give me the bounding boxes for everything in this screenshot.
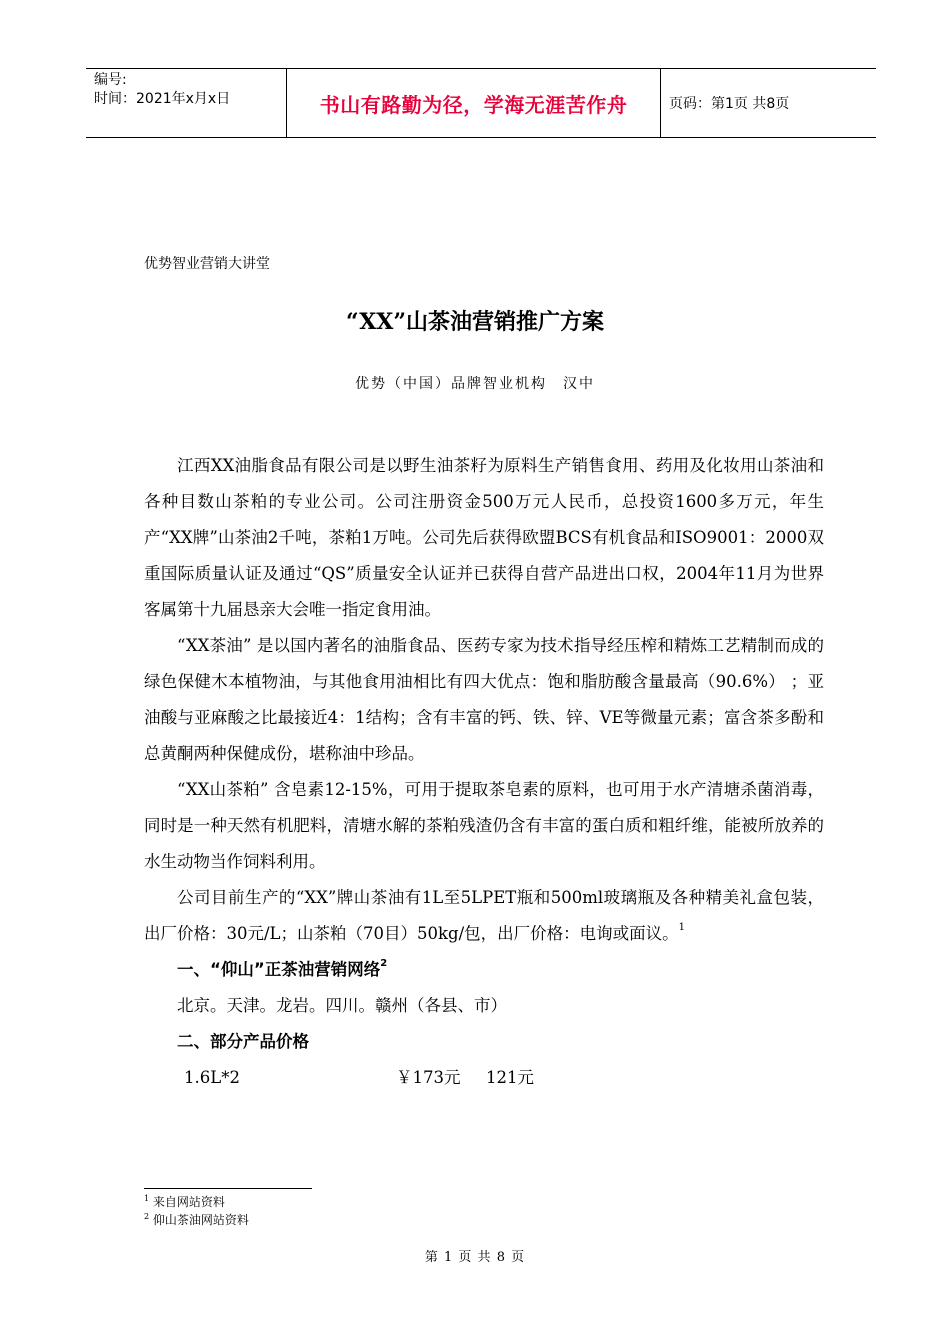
document-title: “XX”山茶油营销推广方案 xyxy=(345,309,605,335)
section-heading-network: 一、“仰山”正茶油营销网络$^2$ xyxy=(177,958,388,979)
motto: 书山有路勤为径，学海无涯苦作舟 xyxy=(287,69,661,137)
document-author: 优势（中国）品牌智业机构 汉中 xyxy=(355,376,595,392)
price-row xyxy=(144,1060,824,1096)
section-heading-prices: 二、部分产品价格 xyxy=(177,1032,309,1051)
footnote-ref-2: 2 xyxy=(380,958,388,969)
footnote-ref-1: 1 xyxy=(678,922,685,933)
header-table xyxy=(86,68,876,138)
price-item: 1.6L*2 xyxy=(184,1068,240,1087)
page-footer-number: 第 1 页 共 8 页 xyxy=(424,1250,526,1265)
paragraph-products: 公司目前生产的“XX”牌山茶油有1L至5LPET瓶和500ml玻璃瓶及各种精美礼盒包装，出厂价格：30元/L；山茶粕（70目）50kg/包，出厂价格：电询或面议。$^1$ xyxy=(144,888,824,943)
paragraph-tea-meal: “XX山茶粕” 含皂素12-15%，可用于提取茶皂素的原料，也可用于水产清塘杀菌消毒，同时是一种天然有机肥料，清塘水解的茶粕残渣仍含有丰富的蛋白质和粗纤维，能被所放养的水生动物当作饲料利用。 xyxy=(144,780,824,871)
document-body xyxy=(144,448,824,1096)
price-value-1: ￥173元 xyxy=(396,1068,461,1087)
footnote-separator xyxy=(144,1188,312,1189)
price-value-2: 121元 xyxy=(486,1068,534,1087)
time-label: 时间：2021年x月x日 xyxy=(94,91,231,107)
network-cities: 北京。天津。龙岩。四川。赣州（各县、市） xyxy=(177,996,507,1015)
header-page-info: 页码：第1页 共8页 xyxy=(669,96,790,112)
organization-name: 优势智业营销大讲堂 xyxy=(144,256,270,272)
paragraph-tea-oil: “XX茶油” 是以国内著名的油脂食品、医药专家为技术指导经压榨和精炼工艺精制而成的绿色保健木本植物油，与其他食用油相比有四大优点：饱和脂肪酸含量最高（90.6%） ；亚油酸与亚麻酸之比最接近4：1结构；含有丰富的钙、铁、锌、VE等微量元素；富含茶多酚和总黄酮两种保健成份，堪称油中珍品。 xyxy=(144,636,824,763)
code-label: 编号: xyxy=(94,72,127,88)
paragraph-company: 江西XX油脂食品有限公司是以野生油茶籽为原料生产销售食用、药用及化妆用山茶油和各种目数山茶粕的专业公司。公司注册资金500万元人民币，总投资1600多万元，年生产“XX牌”山茶油2千吨，茶粕1万吨。公司先后获得欧盟BCS有机食品和ISO9001：2000双重国际质量认证及通过“QS”质量安全认证并已获得自营产品进出口权，2004年11月为世界客属第十九届恳亲大会唯一指定食用油。 xyxy=(144,456,824,619)
footnote-1: $^1$ 来自网站资料 xyxy=(144,1194,225,1209)
header-meta-cell xyxy=(86,69,287,137)
footnote-2: $^2$ 仰山茶油网站资料 xyxy=(144,1212,249,1227)
